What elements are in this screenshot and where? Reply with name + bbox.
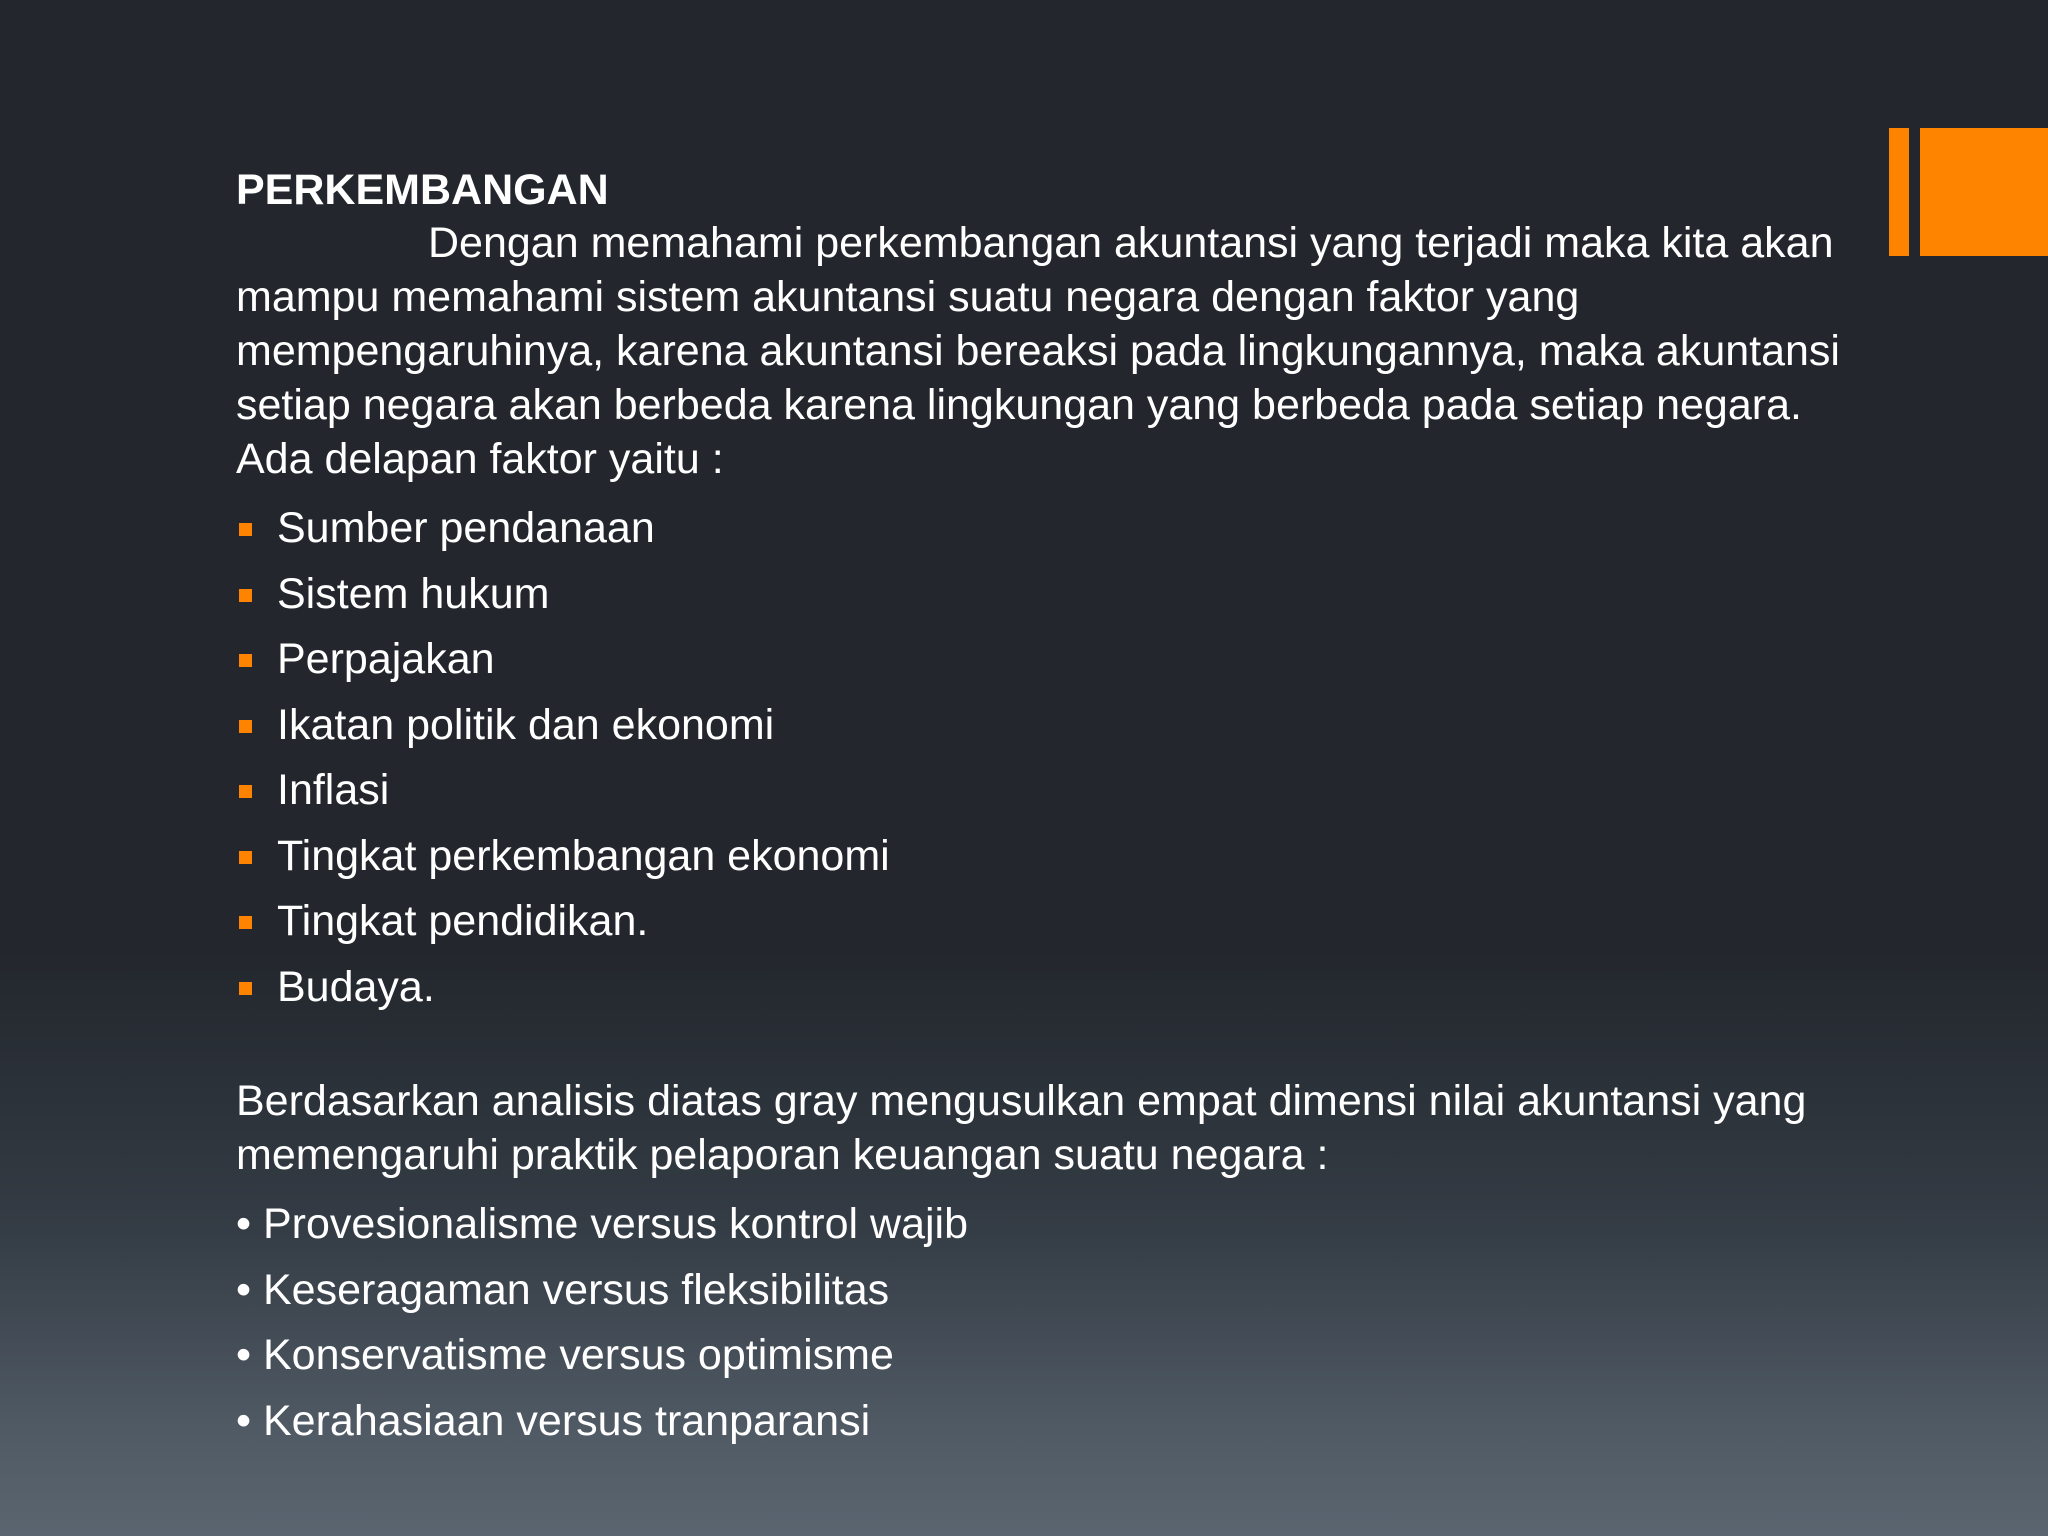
list-item	[236, 758, 1846, 824]
list-item	[236, 627, 1846, 693]
factor-label: Inflasi	[277, 766, 390, 814]
factor-label: Perpajakan	[277, 635, 495, 683]
list-item	[236, 889, 1846, 955]
factor-label: Sumber pendanaan	[277, 504, 655, 552]
factor-label: Sistem hukum	[277, 569, 550, 618]
list-item: • Kerahasiaan versus tranparansi	[236, 1396, 871, 1445]
list-item: • Konservatisme versus optimisme	[236, 1331, 894, 1379]
square-bullet-icon	[239, 654, 252, 667]
square-bullet-icon	[239, 523, 252, 536]
factor-label: Ikatan politik dan ekonomi	[277, 700, 775, 749]
intro-paragraph: Dengan memahami perkembangan akuntansi yang terjadi maka kita akan mampu memahami sistem akuntansi suatu negara dengan faktor yang mempengaruhinya, karena akuntansi bereaksi pada lingkungannya, maka akuntansi setiap negara akan berbeda karena lingkungan yang berbeda pada setiap negara. Ada delapan faktor yaitu :	[236, 219, 1840, 483]
slide-title: PERKEMBANGAN	[236, 166, 609, 214]
accent-bar-thin	[1889, 128, 1909, 256]
factor-label: Budaya.	[277, 962, 435, 1011]
factor-label: Tingkat pendidikan.	[277, 897, 649, 945]
square-bullet-icon	[239, 720, 252, 733]
list-item	[236, 496, 1846, 562]
square-bullet-icon	[239, 785, 252, 798]
accent-bar-block	[1920, 128, 2048, 256]
list-item	[236, 955, 1846, 1021]
list-item	[236, 562, 1846, 628]
square-bullet-icon	[239, 589, 252, 602]
factor-list	[236, 496, 1846, 1020]
square-bullet-icon	[239, 916, 252, 929]
factor-label: Tingkat perkembangan ekonomi	[277, 831, 890, 880]
slide-content	[236, 164, 1846, 1454]
spacer	[236, 1020, 1846, 1074]
square-bullet-icon	[239, 851, 252, 864]
list-item	[236, 824, 1846, 890]
square-bullet-icon	[239, 982, 252, 995]
list-item	[236, 693, 1846, 759]
list-item: • Provesionalisme versus kontrol wajib	[236, 1200, 969, 1248]
dimension-list	[236, 1192, 1846, 1454]
list-item: • Keseragaman versus fleksibilitas	[236, 1265, 890, 1314]
analysis-paragraph: Berdasarkan analisis diatas gray mengusulkan empat dimensi nilai akuntansi yang memengaruhi praktik pelaporan keuangan suatu negara :	[236, 1077, 1807, 1179]
